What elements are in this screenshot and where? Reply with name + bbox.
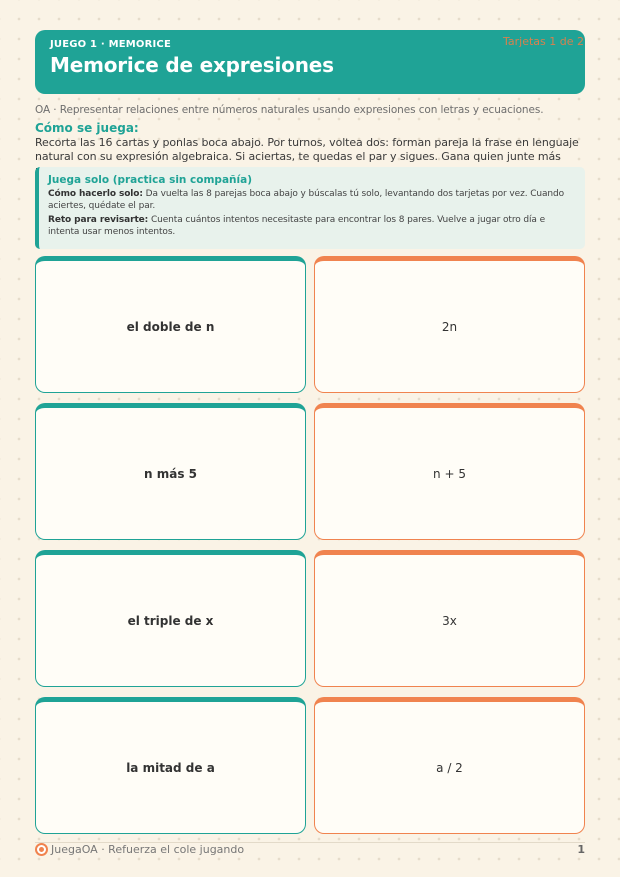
expression-card: 2n xyxy=(314,256,585,393)
game-kicker: JUEGO 1 · MEMORICE xyxy=(50,39,172,50)
header-banner xyxy=(35,30,585,94)
solo-challenge-line xyxy=(48,214,575,238)
brand-logo-icon xyxy=(35,843,48,856)
solo-how-label: Cómo hacerlo solo: xyxy=(48,189,143,199)
solo-heading: Juega solo (practica sin compañía) xyxy=(48,174,252,186)
page-tag: Tarjetas 1 de 2 xyxy=(502,35,584,48)
solo-challenge-label: Reto para revisarte: xyxy=(48,215,149,225)
page-title: Memorice de expresiones xyxy=(50,53,334,77)
solo-how-line xyxy=(48,188,575,212)
expression-card: a / 2 xyxy=(314,697,585,834)
expression-card: 3x xyxy=(314,550,585,687)
solo-play-box xyxy=(35,167,585,249)
how-to-play-text: Recorta las 16 cartas y ponlas boca abajo. Por turnos, voltea dos: forman pareja la frase en lenguaje natural con su expresión algebraica. Si aciertas, te quedas el par y sigues. Gana quien junte más xyxy=(35,136,579,163)
solo-how-text: Da vuelta las 8 parejas boca abajo y búscalas tú solo, levantando dos tarjetas por vez. Cuando aciertes, quédate el par. xyxy=(48,189,565,211)
phrase-card: la mitad de a xyxy=(35,697,306,834)
expression-card: n + 5 xyxy=(314,403,585,540)
learning-objective: OA · Representar relaciones entre números naturales usando expresiones con letras y ecuaciones. xyxy=(35,104,544,116)
solo-challenge-text: Cuenta cuántos intentos necesitaste para encontrar los 8 pares. Vuelve a jugar otro día e intenta usar menos intentos. xyxy=(48,215,546,237)
phrase-card: el triple de x xyxy=(35,550,306,687)
phrase-card: el doble de n xyxy=(35,256,306,393)
phrase-card: n más 5 xyxy=(35,403,306,540)
page-number: 1 xyxy=(577,843,585,856)
how-to-play-heading: Cómo se juega: xyxy=(35,121,139,135)
footer-brand: JuegaOA · Refuerza el cole jugando xyxy=(51,843,245,856)
